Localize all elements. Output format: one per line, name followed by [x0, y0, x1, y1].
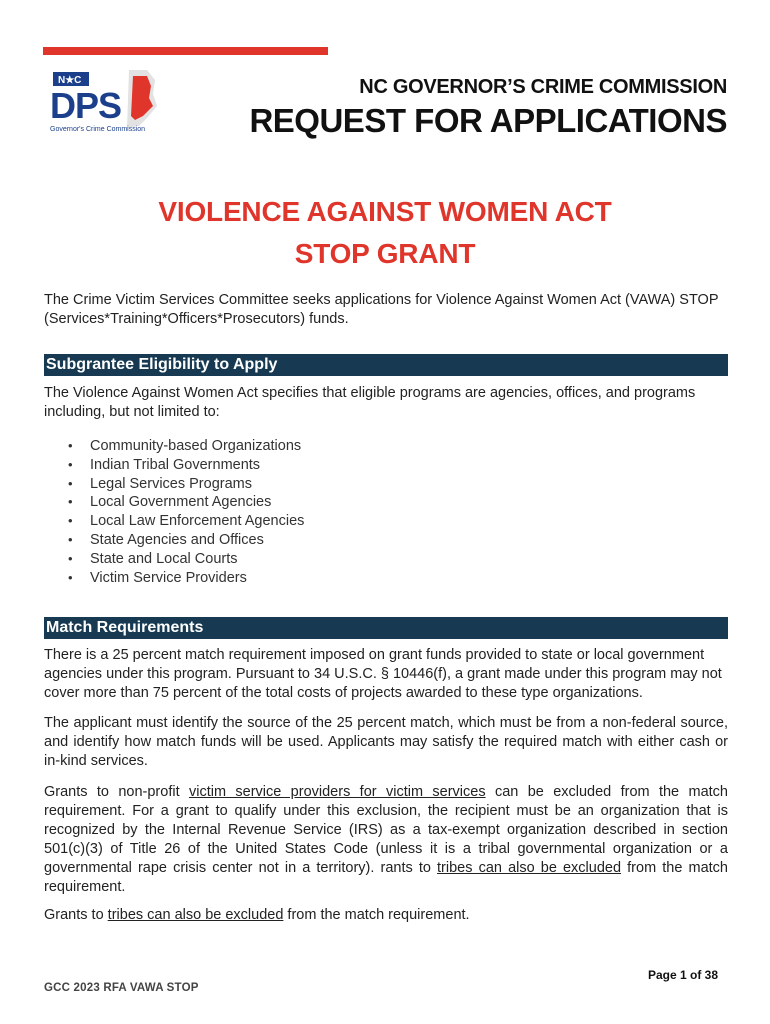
list-item: • State and Local Courts [44, 550, 304, 569]
list-item: • Local Law Enforcement Agencies [44, 512, 304, 531]
eligibility-list [44, 437, 304, 587]
section-heading-eligibility: Subgrantee Eligibility to Apply [44, 354, 728, 376]
page-number: Page 1 of 38 [647, 968, 718, 982]
match-paragraph-2: The applicant must identify the source of the 25 percent match, which must be from a non-federal source, and identify how match funds will be used. Applicants may satisfy the required match with either cash or in-kind services. [44, 715, 728, 769]
victim-service-providers-link[interactable]: victim service providers for victim services [188, 784, 486, 800]
tribes-excluded-link[interactable]: tribes can also be excluded [437, 860, 622, 876]
match-paragraph-4: Grants to tribes can also be excluded from the match requirement. [44, 907, 470, 923]
section-heading-match: Match Requirements [44, 617, 728, 639]
footer-doc-id: GCC 2023 RFA VAWA STOP [44, 982, 199, 994]
grant-title-line2: STOP GRANT [294, 238, 476, 269]
list-item: • State Agencies and Offices [44, 531, 304, 550]
list-item: • Local Government Agencies [44, 493, 304, 512]
match-paragraph-1: There is a 25 percent match requirement imposed on grant funds provided to state or local government agencies under this program. Pursuant to 34 U.S.C. § 10446(f), a grant made under this program may not cover more than 75 percent of the total costs of projects awarded to these type organizations. [44, 647, 722, 701]
list-item: • Indian Tribal Governments [44, 456, 304, 475]
match-paragraph-3: Grants to non-profit victim service providers for victim services can be excluded from the match requirement. For a grant to qualify under this exclusion, the recipient must be an organization that is recognized by the Internal Revenue Service (IRS) as a tax-exempt organization described in section 501(c)(3) of Title 26 of the United States Code (unless it is a tribal governmental organization or a governmental rape crisis center not in a territory). rants to tribes can also be excluded from the match requirement. [44, 784, 728, 895]
top-accent-bar [43, 47, 328, 55]
dps-logo [43, 66, 161, 140]
org-name: NC GOVERNOR’S CRIME COMMISSION [359, 76, 727, 98]
intro-paragraph: The Crime Victim Services Committee seeks applications for Violence Against Women Act (VAWA) STOP (Services*Training*Officers*Prosecutors) funds. [44, 292, 719, 327]
eligibility-paragraph: The Violence Against Women Act specifies that eligible programs are agencies, offices, and programs including, but not limited to: [44, 385, 696, 420]
list-item: • Legal Services Programs [44, 475, 304, 494]
tribes-excluded-link-2[interactable]: tribes can also be excluded [107, 907, 284, 923]
logo-state-text: N★C [58, 75, 82, 86]
logo-caption-text: Governor's Crime Commission [50, 126, 146, 133]
document-type: REQUEST FOR APPLICATIONS [249, 102, 727, 139]
list-item: • Victim Service Providers [44, 569, 304, 588]
grant-title-line1: VIOLENCE AGAINST WOMEN ACT [158, 196, 612, 227]
logo-agency-text: DPS [50, 85, 122, 126]
list-item: • Community-based Organizations [44, 437, 304, 456]
